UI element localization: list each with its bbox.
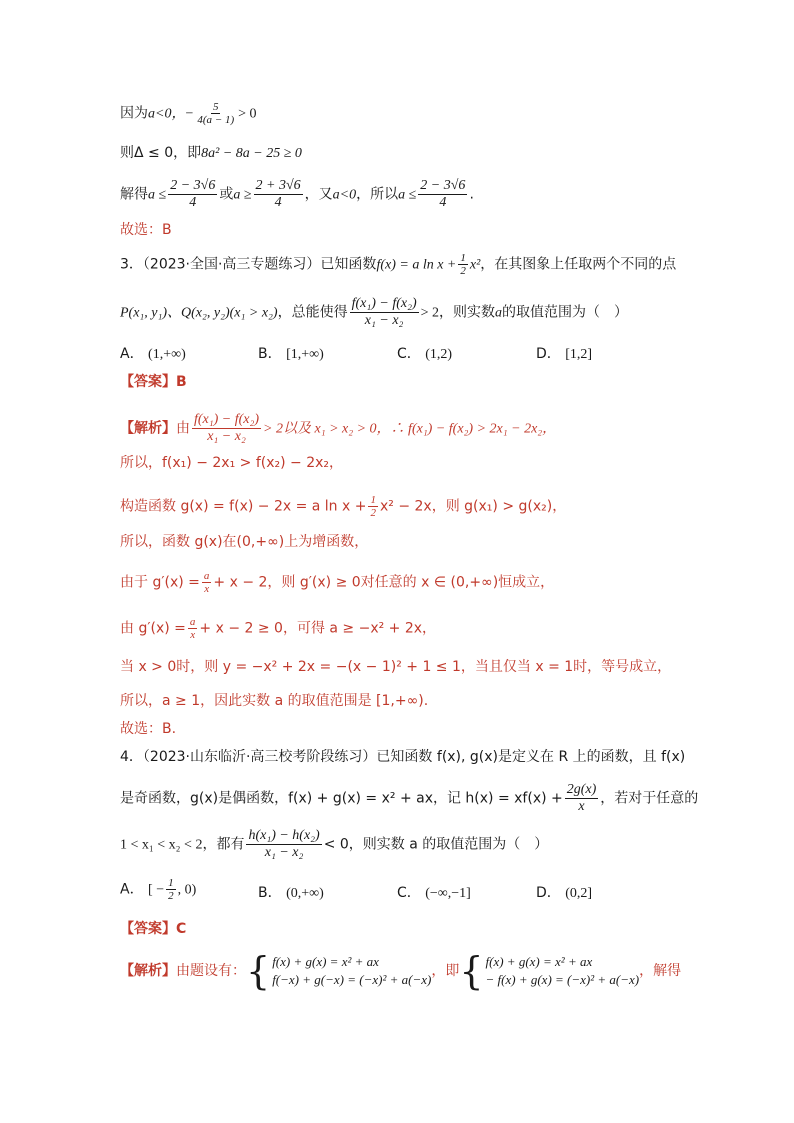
analysis-3-line-4: 所以，函数 g(x)在(0,+∞)上为增函数， [120, 534, 369, 550]
question-3-stem [120, 252, 676, 277]
text: ，总能使得 [277, 304, 348, 321]
option-c[interactable]: C． (1,2) [397, 346, 453, 362]
question-4-stem-3 [120, 828, 548, 861]
option-b[interactable]: B． (0,+∞) [258, 885, 324, 901]
analysis-tag: 【解析】 [120, 420, 176, 437]
math: f(x) = a ln x + [376, 257, 457, 273]
analysis-3-line-7: 当 x > 0时，则 y = −x² + 2x = −(x − 1)² + 1 ≤ 1，当且仅当 x = 1时，等号成立， [120, 659, 672, 675]
fraction: $\frac{2g(x)}{x}$ [566, 782, 597, 814]
text: 由 g′(x) = [120, 620, 186, 637]
text: < 0，则实数 a 的取值范围为（ ） [323, 836, 549, 853]
analysis-4-line-1 [120, 949, 682, 993]
fraction: $\frac{\text{f(x₁) − f(x₂)}}{\text{x₁ − x₂}}$ [194, 412, 260, 444]
math: > 0 [238, 106, 257, 122]
analysis-3-line-3 [120, 494, 566, 519]
analysis-3-line-6 [120, 616, 436, 641]
solution-choice: 故选：B [120, 222, 172, 238]
text: 则Δ ≤ 0，即 [120, 145, 202, 161]
text: 是奇函数，g(x)是偶函数，f(x) + g(x) = x² + ax，记 h(x) = xf(x) + [120, 790, 563, 807]
text: 或 [219, 186, 234, 203]
question-4-stem-2 [120, 782, 698, 815]
text: ，在其图象上任取两个不同的点 [480, 256, 677, 273]
math: a ≥ [233, 187, 252, 203]
fraction: $\frac{\text{h(x₁) − h(x₂)}}{\text{x₁ − x₂}}$ [248, 828, 320, 860]
math: > 2 [420, 305, 440, 321]
math: a<0， [148, 106, 186, 122]
text: ，即 [431, 963, 460, 979]
analysis-tag: 【解析】 [120, 963, 176, 979]
fraction: $\frac{2 + 3√6}{4}$ [255, 178, 301, 210]
option-d[interactable]: D． [1,2] [536, 346, 593, 362]
text: ，所以 [356, 186, 399, 203]
text: 3．（2023·全国·高三专题练习）已知函数 [120, 256, 377, 273]
solution-line-2 [120, 144, 302, 163]
math: a [495, 305, 503, 321]
fraction: $\frac{\text{f(x₁) − f(x₂)}}{\text{x₁ − x₂}}$ [351, 296, 417, 328]
answer-3: 【答案】B [120, 374, 187, 390]
analysis-3-line-5 [120, 570, 554, 595]
text: 由于 g′(x) = [120, 574, 200, 591]
text: ，若对于任意的 [600, 790, 699, 807]
math: > 2以及 x₁ > x₂ > 0，∴ f(x₁) − f(x₂) > 2x₁ − 2x₂， [263, 421, 557, 437]
text: x² − 2x，则 g(x₁) > g(x₂)， [379, 498, 567, 515]
analysis-3-line-2: 所以，f(x₁) − 2x₁ > f(x₂) − 2x₂， [120, 455, 344, 471]
text: 由题设有： [176, 963, 246, 979]
fraction: $\frac{a}{x}$ [203, 570, 210, 595]
text: + x − 2，则 g′(x) ≥ 0对任意的 x ∈ (0,+∞)恒成立， [213, 574, 555, 591]
equation-system: { f(x) + g(x) = x² + ax − f(x) + g(x) = (−x)² + a(−x) [459, 949, 640, 993]
option-d[interactable]: D． (0,2] [536, 885, 593, 901]
text: ，则实数 [439, 304, 496, 321]
text: ，又 [304, 186, 333, 203]
text: 构造函数 g(x) = f(x) − 2x = a ln x + [120, 498, 367, 515]
math: P(x₁, y₁)、Q(x₂, y₂)(x₁ > x₂) [120, 305, 278, 321]
text: ，解得 [639, 963, 682, 979]
text: 的取值范围为（ ） [502, 304, 629, 321]
option-a[interactable]: A． [ − $\frac{1}{2}$ , 0) [120, 877, 197, 902]
text: 因为 [120, 105, 148, 122]
question-4-stem: 4．（2023·山东临沂·高三校考阶段练习）已知函数 f(x), g(x)是定义在 R 上的函数，且 f(x) [120, 749, 686, 765]
fraction: $\frac{2 - 3√6}{4}$ [420, 178, 466, 210]
solution-line-3 [120, 178, 474, 211]
math: x² [469, 257, 481, 273]
analysis-3-line-9: 故选：B. [120, 721, 177, 737]
text: . [469, 186, 474, 203]
fraction: $\frac{2 - 3√6}{4}$ [170, 178, 216, 210]
math: a ≤ [398, 187, 417, 203]
fraction: $\frac{1}{2}$ [460, 252, 466, 277]
math: a ≤ [148, 187, 167, 203]
answer-4: 【答案】C [120, 921, 187, 937]
text: 解得 [120, 186, 148, 203]
solution-line-1: 因为a<0，− $\frac{5}{4(a - 1)}$ > 0 [120, 101, 257, 126]
math: a<0 [332, 187, 357, 203]
math: 8a² − 8a − 25 ≥ 0 [201, 146, 302, 161]
option-a[interactable]: A． (1,+∞) [120, 346, 186, 362]
fraction: $\frac{1}{2}$ [370, 494, 376, 519]
option-c[interactable]: C． (−∞,−1] [397, 885, 471, 901]
text: + x − 2 ≥ 0，可得 a ≥ −x² + 2x， [199, 620, 437, 637]
question-3-stem-2 [120, 296, 628, 329]
fraction: $\frac{a}{x}$ [189, 616, 196, 641]
option-b[interactable]: B． [1,+∞) [258, 346, 324, 362]
analysis-3-line-1 [120, 412, 556, 445]
text: 1 < x₁ < x₂ < 2，都有 [120, 837, 245, 853]
equation-system: { f(x) + g(x) = x² + ax f(−x) + g(−x) = (−x)² + a(−x) [246, 949, 432, 993]
text: 由 [176, 420, 190, 437]
analysis-3-line-8: 所以，a ≥ 1，因此实数 a 的取值范围是 [1,+∞). [120, 693, 429, 709]
fraction: $\frac{5}{4(a - 1)}$ [197, 101, 235, 126]
